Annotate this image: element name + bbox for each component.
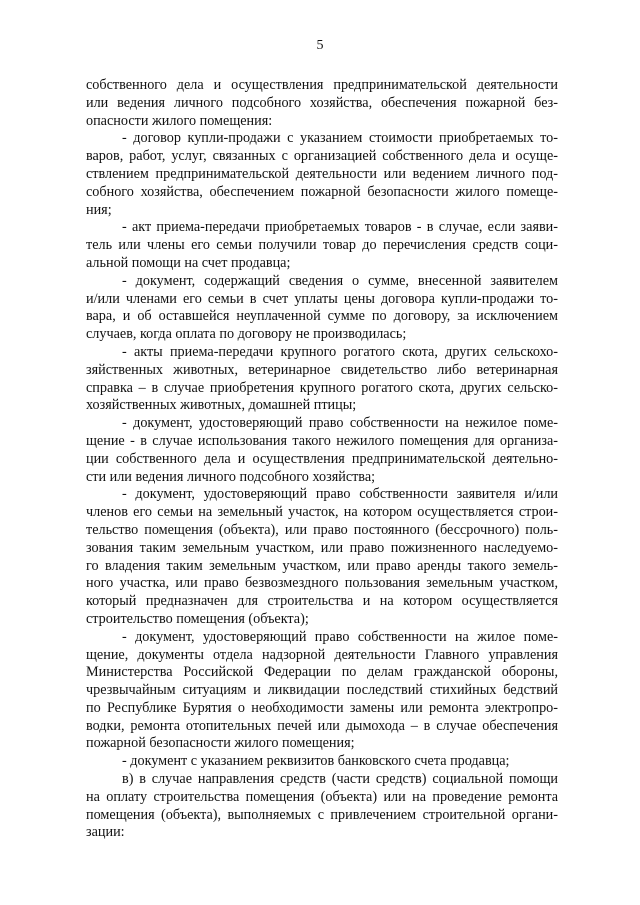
text-line: на оплату строительства помещения (объекта) или на проведение ремонта <box>86 788 558 805</box>
text-line: вара, и об оставшейся неуплаченной сумме по договору, за исключением <box>86 308 558 325</box>
body-text <box>86 77 558 842</box>
text-line: случаев, когда оплата по договору не производилась; <box>86 326 407 343</box>
text-line: тель или члены его семьи получили товар до перечисления средств соци- <box>86 237 558 254</box>
text-line: ствлением предпринимательской деятельности или ведением личного под- <box>86 165 558 182</box>
text-line: - документ, удостоверяющий право собственности на жилое поме- <box>122 628 558 645</box>
text-line: ния; <box>86 201 112 218</box>
text-line: зования таким земельным участком, или право пожизненного наследуемо- <box>86 539 558 556</box>
text-line: собственного дела и осуществления предпринимательской деятельности <box>86 77 558 93</box>
text-line: хозяйственных животных, домашней птицы; <box>86 397 357 414</box>
text-line: членов его семьи на земельный участок, на котором осуществляется строи- <box>86 504 558 521</box>
text-line: по Республике Бурятия о необходимости замены или ремонта электропро- <box>86 699 558 716</box>
text-line: в) в случае направления средств (части средств) социальной помощи <box>122 771 558 788</box>
text-line: - документ, удостоверяющий право собственности на нежилое поме- <box>122 415 558 432</box>
text-line: - документ, удостоверяющий право собственности заявителя и/или <box>122 486 558 503</box>
text-line: водки, ремонта отопительных печей или дымохода – в случае обеспечения <box>86 717 558 734</box>
text-line: Министерства Российской Федерации по делам гражданской обороны, <box>86 664 558 681</box>
text-line: или ведения личного подсобного хозяйства, обеспечения пожарной без- <box>86 94 558 111</box>
text-line: го владения таким земельным участком, или право аренды такого земель- <box>86 557 558 574</box>
text-line: варов, работ, услуг, связанных с организацией собственного дела и осуще- <box>86 148 558 165</box>
text-line: - акт приема-передачи приобретаемых товаров - в случае, если заяви- <box>122 219 558 236</box>
text-line: ного участка, или право безвозмездного пользования земельным участком, <box>86 575 558 592</box>
text-line: тельство помещения (объекта), или право постоянного (бессрочного) поль- <box>86 521 558 538</box>
text-line: и/или членами его семьи в счет уплаты цены договора купли-продажи то- <box>86 290 558 307</box>
text-line: опасности жилого помещения: <box>86 112 273 129</box>
page-number: 5 <box>316 38 324 53</box>
text-line: строительство помещения (объекта); <box>86 610 309 627</box>
text-line: сти или ведения личного подсобного хозяйства; <box>86 468 376 485</box>
text-line: собного хозяйства, обеспечением пожарной безопасности жилого помеще- <box>86 183 558 200</box>
text-line: чрезвычайным ситуациям и ликвидации последствий стихийных бедствий <box>86 682 558 699</box>
text-line: зяйственных животных, ветеринарное свидетельство либо ветеринарная <box>86 361 558 378</box>
text-line: - документ с указанием реквизитов банковского счета продавца; <box>122 753 510 770</box>
text-line: который предназначен для строительства и на котором осуществляется <box>86 593 558 610</box>
text-line: пожарной безопасности жилого помещения; <box>86 735 355 752</box>
text-line: щение - в случае использования такого нежилого помещения для организа- <box>86 432 558 449</box>
text-line: помещения (объекта), выполняемых с привлечением строительной органи- <box>86 806 558 823</box>
text-line: щение, документы отдела надзорной деятельности Главного управления <box>86 646 558 663</box>
text-line: справка – в случае приобретения крупного рогатого скота, других сельско- <box>86 379 558 396</box>
text-line: альной помощи на счет продавца; <box>86 254 291 271</box>
text-line: - договор купли-продажи с указанием стоимости приобретаемых то- <box>122 130 558 147</box>
text-line: зации: <box>86 824 125 841</box>
text-line: - документ, содержащий сведения о сумме, внесенной заявителем <box>122 272 558 289</box>
text-line: ции собственного дела и осуществления предпринимательской деятельно- <box>86 450 558 467</box>
text-line: - акты приема-передачи крупного рогатого скота, других сельскохо- <box>122 343 558 360</box>
